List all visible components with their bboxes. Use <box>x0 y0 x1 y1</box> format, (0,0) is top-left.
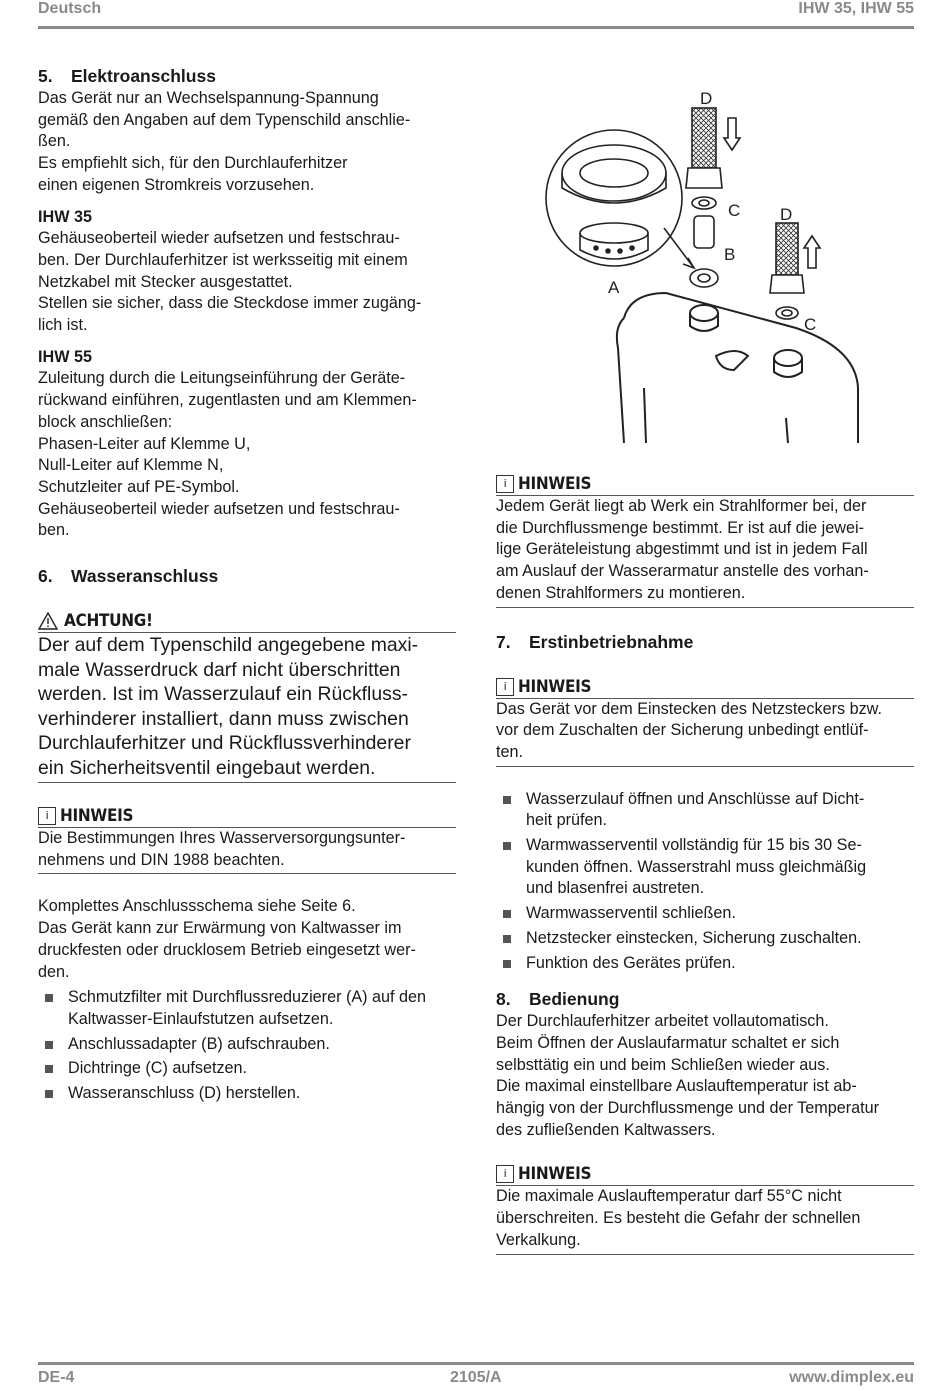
text-line: ben. Der Durchlauferhitzer ist werksseitig mit einem <box>38 250 408 269</box>
text-line: selbsttätig ein und beim Schließen wieder aus. <box>496 1055 830 1074</box>
note-heading-entlueften <box>496 676 914 699</box>
page-header <box>38 0 914 29</box>
text-line: Das Gerät vor dem Einstecken des Netzsteckers bzw. <box>496 699 882 718</box>
text-line: hängig von der Durchflussmenge und der Temperatur <box>496 1099 880 1118</box>
note-body-strahlformer <box>496 496 914 608</box>
footer-website: www.dimplex.eu <box>789 1369 914 1386</box>
text-line: Verkalkung. <box>496 1230 581 1249</box>
text-line: Die maximal einstellbare Auslauftemperatur ist ab- <box>496 1077 857 1096</box>
note-heading <box>38 805 456 828</box>
section-8-heading: 8. Bedienung <box>496 989 620 1010</box>
ihw55-heading: IHW 55 <box>38 347 92 366</box>
list-item: Warmwasserventil vollständig für 15 bis 30 Se- kunden öffnen. Wasserstrahl muss gleichmäßig und blasenfrei austreten. <box>496 835 914 900</box>
info-icon: i <box>496 475 514 493</box>
text-line: vor dem Zuschalten der Sicherung unbedingt entlüf- <box>496 721 869 740</box>
label-d-top: D <box>700 89 713 108</box>
device-body <box>617 293 858 443</box>
text-line: einen eigenen Stromkreis vorzusehen. <box>38 175 315 194</box>
note-title: HINWEIS <box>518 676 592 697</box>
note-heading-temperatur <box>496 1163 914 1186</box>
text-line: Gehäuseoberteil wieder aufsetzen und festschrau- <box>38 499 400 518</box>
note-title: HINWEIS <box>60 806 134 827</box>
installation-steps <box>38 987 456 1105</box>
text-line: Null-Leiter auf Klemme N, <box>38 456 224 475</box>
section-6-heading: 6. Wasseranschluss <box>38 566 219 587</box>
text-line: ein Sicherheitsventil eingebaut werden. <box>38 756 376 779</box>
label-d-right: D <box>780 205 793 224</box>
text-line: block anschließen: <box>38 412 173 431</box>
note-title: HINWEIS <box>518 1164 592 1185</box>
list-item: Wasseranschluss (D) herstellen. <box>38 1083 456 1105</box>
ihw55-text <box>38 368 456 542</box>
text-line: Netzkabel mit Stecker ausgestattet. <box>38 272 293 291</box>
info-icon: i <box>496 678 514 696</box>
section-7-heading: 7. Erstinbetriebnahme <box>496 631 694 652</box>
warning-body <box>38 633 456 783</box>
section-6-body <box>38 896 456 983</box>
text-line: Jedem Gerät liegt ab Werk ein Strahlformer bei, der <box>496 497 867 515</box>
text-line: werden. Ist im Wasserzulauf ein Rückfluss- <box>38 683 408 706</box>
text-line: nehmens und DIN 1988 beachten. <box>38 850 285 869</box>
text-line: verhinderer installiert, dann muss zwischen <box>38 707 409 730</box>
section-5-intro <box>38 88 456 197</box>
text-line: Phasen-Leiter auf Klemme U, <box>38 434 251 453</box>
info-icon: i <box>496 1165 514 1183</box>
text-line: rückwand einführen, zugentlasten und am Klemmen- <box>38 391 417 410</box>
text-line: ßen. <box>38 132 71 151</box>
note-body-temperatur <box>496 1186 914 1254</box>
ihw35-text <box>38 228 456 337</box>
text-line: Die maximale Auslauftemperatur darf 55°C nicht <box>496 1187 842 1206</box>
text-line: des zufließenden Kaltwassers. <box>496 1120 716 1139</box>
text-line: Das Gerät nur an Wechselspannung-Spannung <box>38 89 379 107</box>
note-title: HINWEIS <box>518 474 592 494</box>
text-line: den. <box>38 962 70 981</box>
header-language: Deutsch <box>38 0 102 17</box>
list-item: Netzstecker einstecken, Sicherung zuschalten. <box>496 928 914 950</box>
text-line: lige Geräteleistung abgestimmt und ist in jedem Fall <box>496 540 868 559</box>
note-body <box>38 828 456 874</box>
text-line: gemäß den Angaben auf dem Typenschild anschlie- <box>38 110 411 129</box>
text-line: die Durchflussmenge bestimmt. Er ist auf die jewei- <box>496 518 864 537</box>
hose-right <box>770 223 820 319</box>
label-a: A <box>608 278 620 297</box>
right-column <box>496 78 914 1255</box>
footer-version: 2105/A <box>450 1369 502 1386</box>
header-model: IHW 35, IHW 55 <box>798 0 914 17</box>
text-line: ten. <box>496 742 524 761</box>
text-line: Gehäuseoberteil wieder aufsetzen und festschrau- <box>38 229 400 248</box>
label-b: B <box>724 245 736 264</box>
left-column <box>38 64 456 1108</box>
warning-title: ACHTUNG! <box>64 611 153 632</box>
warning-triangle-icon <box>38 612 58 630</box>
text-line: Zuleitung durch die Leitungseinführung der Geräte- <box>38 369 406 388</box>
filter-detail <box>546 130 694 268</box>
text-line: male Wasserdruck darf nicht überschritten <box>38 658 401 681</box>
text-line: Der auf dem Typenschild angegebene maxi- <box>38 634 419 657</box>
text-line: Beim Öffnen der Auslaufarmatur schaltet er sich <box>496 1033 840 1052</box>
text-line: überschreiten. Es besteht die Gefahr der schnellen <box>496 1209 861 1228</box>
section-8-body <box>496 1011 914 1141</box>
text-line: Schutzleiter auf PE-Symbol. <box>38 477 240 496</box>
label-c-left: C <box>728 201 741 220</box>
list-item: Wasserzulauf öffnen und Anschlüsse auf Dicht- heit prüfen. <box>496 789 914 832</box>
text-line: Stellen sie sicher, dass die Steckdose immer zugäng- <box>38 294 422 313</box>
list-item: Funktion des Gerätes prüfen. <box>496 953 914 975</box>
installation-diagram <box>496 78 914 458</box>
list-item: Warmwasserventil schließen. <box>496 903 914 925</box>
text-line: Durchlauferhitzer und Rückflussverhinderer <box>38 732 411 755</box>
text-line: lich ist. <box>38 316 88 335</box>
text-line: druckfesten oder drucklosem Betrieb eingesetzt wer- <box>38 940 416 959</box>
text-line: Das Gerät kann zur Erwärmung von Kaltwasser im <box>38 919 402 938</box>
text-line: am Auslauf der Wasserarmatur anstelle des vorhan- <box>496 562 869 581</box>
label-c-right: C <box>804 315 817 334</box>
text-line: denen Strahlformers zu montieren. <box>496 583 746 602</box>
text-line: Komplettes Anschlussschema siehe Seite 6. <box>38 897 356 916</box>
info-icon: i <box>38 807 56 825</box>
section-5-heading: 5. Elektroanschluss <box>38 66 216 86</box>
warning-heading <box>38 610 456 633</box>
startup-steps <box>496 789 914 975</box>
text-line: Es empfiehlt sich, für den Durchlauferhitzer <box>38 154 348 173</box>
text-line: ben. <box>38 521 70 540</box>
ihw35-heading: IHW 35 <box>38 207 92 226</box>
list-item: Anschlussadapter (B) aufschrauben. <box>38 1034 456 1056</box>
list-item: Schmutzfilter mit Durchflussreduzierer (A) auf den Kaltwasser-Einlaufstutzen aufsetzen. <box>38 987 456 1030</box>
text-line: Die Bestimmungen Ihres Wasserversorgungsunter- <box>38 829 406 848</box>
footer-page-number: DE-4 <box>38 1369 75 1386</box>
note-heading-strahlformer <box>496 473 914 496</box>
list-item: Dichtringe (C) aufsetzen. <box>38 1058 456 1080</box>
text-line: Der Durchlauferhitzer arbeitet vollautomatisch. <box>496 1012 829 1031</box>
page-footer <box>38 1362 914 1391</box>
note-body-entlueften <box>496 699 914 767</box>
